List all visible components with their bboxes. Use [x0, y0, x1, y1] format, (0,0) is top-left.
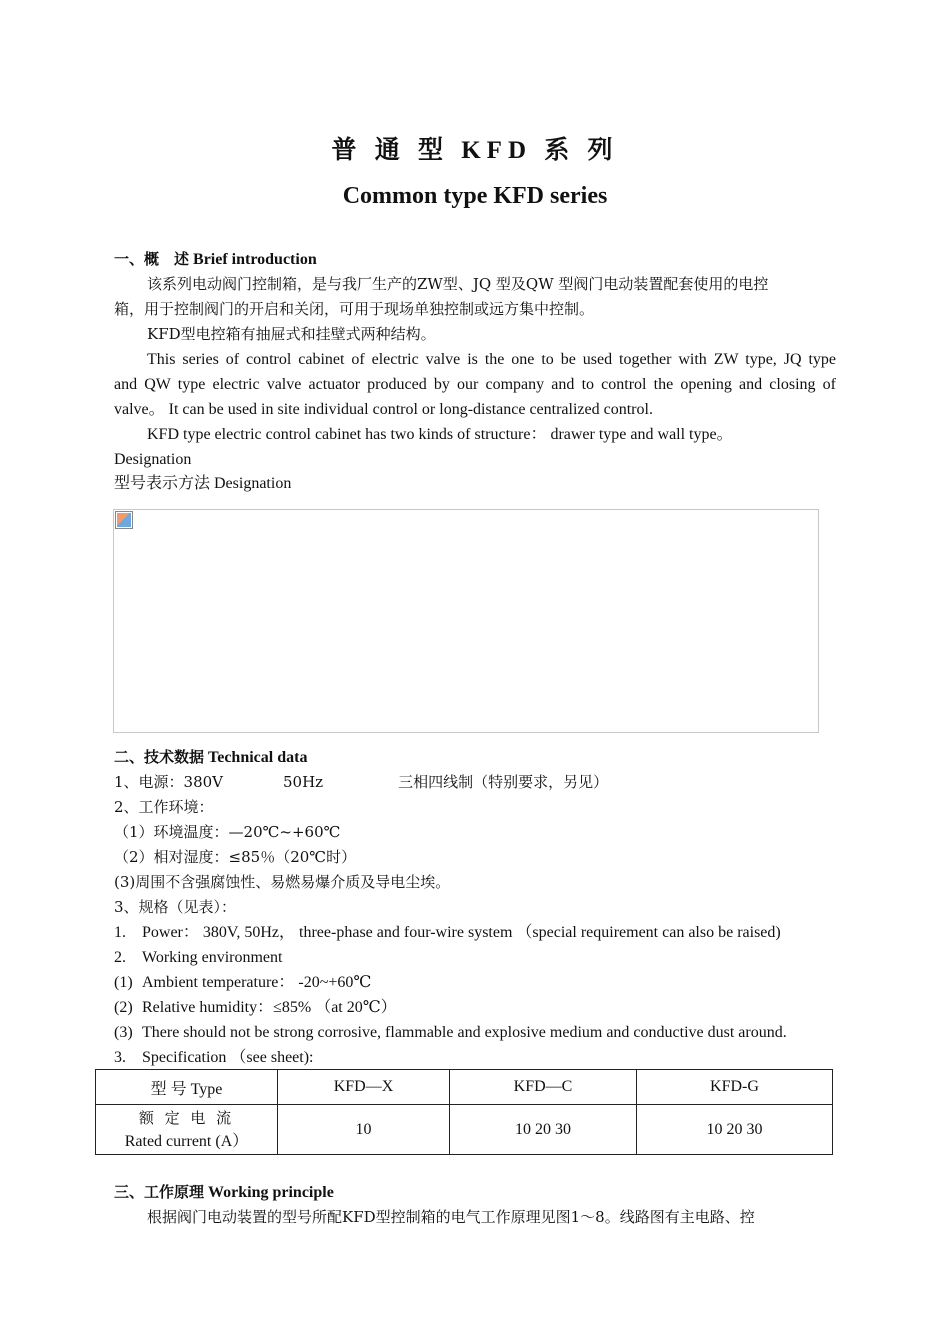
designation-label: Designation: [114, 451, 192, 468]
section1-en-line3: valve。 It can be used in site individual control or long-distance centralized control.: [114, 401, 653, 418]
tech-en-item-text: Power： 380V, 50Hz， three-phase and four-wire system （special requirement can also be raised): [142, 924, 781, 941]
tech-en-item-num: 1.: [114, 924, 126, 941]
tech-en-item: [114, 945, 836, 970]
section1-para1-line1: 该系列电动阀门控制箱，是与我厂生产的ZW型、JQ 型及QW 型阀门电动装置配套使用的电控: [147, 275, 769, 293]
section1-en-line1: This series of control cabinet of electric valve is the one to be used together with ZW type, JQ type: [147, 351, 836, 368]
designation-image-placeholder: [113, 509, 819, 733]
tech-en-item: [114, 995, 836, 1020]
table-row: [96, 1105, 833, 1155]
tech-en-item-num: 2.: [114, 949, 126, 966]
table-row-label: [96, 1105, 278, 1155]
broken-image-icon: [115, 511, 133, 529]
section1-para1-line2: 箱，用于控制阀门的开启和关闭，可用于现场单独控制或远方集中控制。: [114, 300, 595, 318]
section1-en-line4: KFD type electric control cabinet has two kinds of structure： drawer type and wall type。: [147, 426, 733, 443]
section3-heading-en: Working principle: [208, 1184, 334, 1201]
section1-heading-cn: 一、概 述: [114, 250, 190, 268]
section3-heading-cn: 三、工作原理: [114, 1183, 205, 1201]
section1-heading-en: Brief introduction: [193, 251, 317, 268]
section2-heading: [114, 745, 836, 770]
table-header-cell: KFD—C: [450, 1070, 637, 1105]
specification-table: [95, 1069, 833, 1155]
rated-current-label-cn: 额 定 电 流: [138, 1108, 235, 1127]
tech-cn-power: 1、电源：380V 50Hz 三相四线制（特别要求，另见）: [114, 773, 609, 791]
tech-en-item-num: (3): [114, 1024, 133, 1041]
section3-heading: [114, 1180, 836, 1205]
tech-en-item-text: Specification （see sheet):: [142, 1049, 314, 1066]
section2-heading-en: Technical data: [208, 749, 308, 766]
tech-cn-environment: 2、工作环境：: [114, 798, 214, 816]
table-header-cell: KFD—X: [278, 1070, 450, 1105]
section1-para2: KFD型电控箱有抽屉式和挂壁式两种结构。: [147, 325, 436, 343]
tech-cn-surroundings: (3)周围不含强腐蚀性、易燃易爆介质及导电尘埃。: [114, 873, 451, 891]
section1-en-line2: and QW type electric valve actuator produced by our company and to control the opening and closing of: [114, 376, 836, 393]
table-header-row: [96, 1070, 833, 1105]
tech-en-item: [114, 1020, 836, 1045]
section3-para1: 根据阀门电动装置的型号所配KFD型控制箱的电气工作原理见图1～8。线路图有主电路、控: [147, 1208, 755, 1226]
table-header-cell: KFD-G: [637, 1070, 833, 1105]
tech-en-item-text: There should not be strong corrosive, flammable and explosive medium and conductive dust around.: [142, 1024, 787, 1041]
tech-en-item-num: (2): [114, 999, 133, 1016]
table-cell: 10 20 30: [450, 1105, 637, 1155]
table-cell: 10: [278, 1105, 450, 1155]
rated-current-label-en: Rated current (A）: [124, 1132, 249, 1150]
tech-en-item-text: Working environment: [142, 949, 283, 966]
tech-en-item: [114, 970, 836, 995]
section1-heading: [114, 247, 836, 272]
section2-heading-cn: 二、技术数据: [114, 748, 205, 766]
tech-cn-spec: 3、规格（见表）：: [114, 898, 237, 916]
tech-en-item-num: (1): [114, 974, 133, 991]
title-english: Common type KFD series: [342, 183, 608, 209]
tech-cn-temperature: （1）环境温度：—20℃~+60℃: [114, 823, 341, 841]
tech-en-item-num: 3.: [114, 1049, 126, 1066]
tech-en-item-text: Relative humidity：≤85% （at 20℃）: [142, 999, 397, 1016]
title-chinese: 普 通 型 KFD 系 列: [331, 137, 619, 164]
tech-en-item: [114, 920, 836, 945]
tech-cn-humidity: （2）相对湿度：≤85％（20℃时）: [114, 848, 357, 866]
designation-cn-label: 型号表示方法 Designation: [114, 475, 292, 492]
table-header-cell: 型 号 Type: [96, 1070, 278, 1105]
tech-en-item-text: Ambient temperature： -20~+60℃: [142, 974, 372, 991]
table-cell: 10 20 30: [637, 1105, 833, 1155]
tech-en-item: [114, 1045, 836, 1070]
